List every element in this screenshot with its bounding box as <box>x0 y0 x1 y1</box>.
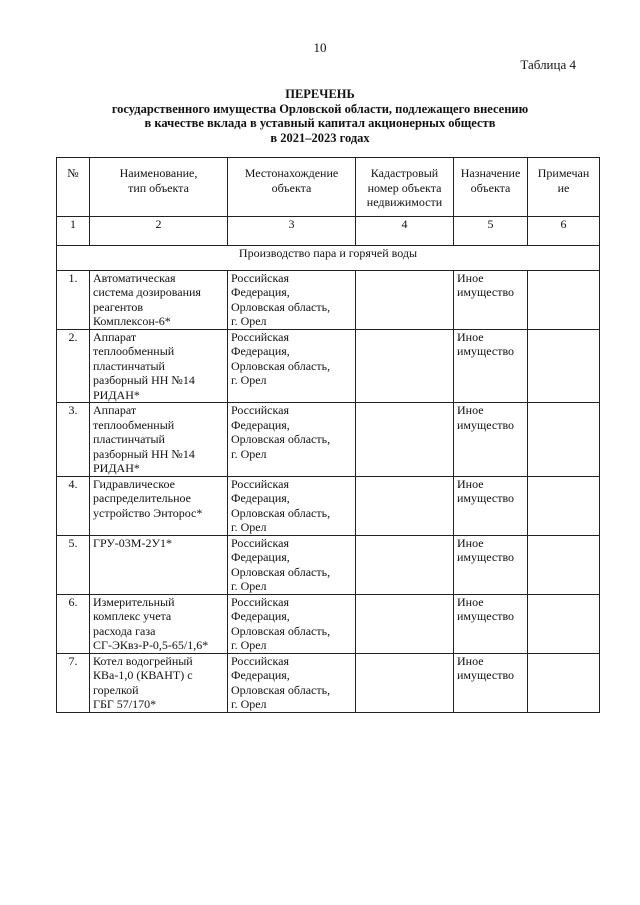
object-purpose <box>454 594 528 653</box>
column-index: 5 <box>454 216 528 245</box>
object-name-line: КВа-1,0 (КВАНТ) с <box>93 668 193 682</box>
table-row <box>57 653 600 712</box>
object-location-line: Российская <box>231 594 289 609</box>
object-location-line: г. Орел <box>231 446 267 461</box>
object-purpose-line: Иное <box>457 535 484 550</box>
row-number: 2. <box>57 329 90 403</box>
object-name <box>90 403 228 477</box>
object-location-line: Российская <box>231 535 289 550</box>
property-table <box>56 157 600 713</box>
object-purpose-line: Иное <box>457 270 484 285</box>
title-line-2: государственного имущества Орловской области, подлежащего внесению <box>111 101 529 116</box>
note <box>528 270 600 329</box>
object-name-line: пластинчатый <box>93 358 165 373</box>
object-location-line: Российская <box>231 270 289 285</box>
table-row <box>57 270 600 329</box>
object-location-line: Федерация, <box>231 285 290 299</box>
object-name-line: Автоматическая <box>93 270 176 285</box>
object-name-line: разборный НН №14 <box>93 446 195 461</box>
object-location-line: Российская <box>231 329 289 344</box>
object-name-line: Гидравлическое <box>93 476 175 491</box>
document-title <box>0 87 640 145</box>
object-location-line: г. Орел <box>231 373 267 387</box>
header-row <box>57 158 600 217</box>
object-name-line: горелкой <box>93 682 139 697</box>
object-location-line: Федерация, <box>231 609 290 623</box>
object-location <box>228 329 356 403</box>
column-index: 6 <box>528 216 600 245</box>
object-location-line: Орловская область, <box>231 505 331 520</box>
object-location-line: г. Орел <box>231 314 267 328</box>
column-index: 3 <box>228 216 356 245</box>
object-name-line: Измерительный <box>93 594 175 609</box>
object-purpose-line: Иное <box>457 594 484 609</box>
object-purpose-line: имущество <box>457 491 515 505</box>
object-name-line: ГБГ 57/170* <box>93 697 157 711</box>
object-purpose <box>454 535 528 594</box>
col-header-location: Местонахождение объекта <box>228 158 356 217</box>
object-name-line: пластинчатый <box>93 432 165 446</box>
title-line-4: в 2021–2023 годах <box>270 130 370 145</box>
object-location <box>228 535 356 594</box>
object-purpose <box>454 270 528 329</box>
object-purpose-line: Иное <box>457 476 484 491</box>
note <box>528 329 600 403</box>
table-row <box>57 535 600 594</box>
row-number: 5. <box>57 535 90 594</box>
title-line-3: в качестве вклада в уставный капитал акционерных обществ <box>144 116 496 130</box>
object-location-line: Орловская область, <box>231 682 331 697</box>
object-location <box>228 594 356 653</box>
table-label: Таблица 4 <box>520 57 576 72</box>
object-purpose <box>454 476 528 535</box>
column-index-row <box>57 216 600 245</box>
cadastral-number <box>356 270 454 329</box>
object-name-line: Комплексон-6* <box>93 314 171 328</box>
col-header-purpose: Назначение объекта <box>454 158 528 217</box>
table-row <box>57 403 600 477</box>
row-number: 1. <box>57 270 90 329</box>
object-location-line: Российская <box>231 653 289 668</box>
object-name-line: теплообменный <box>93 344 175 358</box>
column-index: 1 <box>57 216 90 245</box>
object-purpose-line: имущество <box>457 285 515 299</box>
col-header-name: Наименование, тип объекта <box>90 158 228 217</box>
object-location-line: Федерация, <box>231 491 290 505</box>
object-purpose-line: имущество <box>457 550 515 564</box>
object-location-line: г. Орел <box>231 638 267 652</box>
cadastral-number <box>356 403 454 477</box>
object-purpose <box>454 653 528 712</box>
object-location-line: Орловская область, <box>231 358 331 373</box>
object-name-line: СГ-ЭКвз-Р-0,5-65/1,6* <box>93 638 209 652</box>
cadastral-number <box>356 329 454 403</box>
object-purpose-line: имущество <box>457 344 515 358</box>
object-purpose-line: Иное <box>457 653 484 668</box>
object-location-line: Орловская область, <box>231 623 331 638</box>
object-location <box>228 653 356 712</box>
object-location-line: г. Орел <box>231 579 267 593</box>
table-row <box>57 329 600 403</box>
object-location-line: Федерация, <box>231 417 290 432</box>
object-name-line: расхода газа <box>93 623 156 638</box>
object-purpose-line: Иное <box>457 329 484 344</box>
object-name-line: разборный НН №14 <box>93 373 195 387</box>
cadastral-number <box>356 476 454 535</box>
col-header-note: Примечан ие <box>528 158 600 217</box>
object-name-line: система дозирования <box>93 285 201 299</box>
note <box>528 535 600 594</box>
section-row <box>57 245 600 270</box>
object-location-line: Российская <box>231 403 289 417</box>
row-number: 6. <box>57 594 90 653</box>
column-index: 4 <box>356 216 454 245</box>
object-name-line: Аппарат <box>93 403 137 417</box>
object-purpose-line: имущество <box>457 609 515 623</box>
object-location-line: Орловская область, <box>231 564 331 579</box>
object-name <box>90 653 228 712</box>
page-number: 10 <box>313 40 327 55</box>
cadastral-number <box>356 653 454 712</box>
table-row <box>57 594 600 653</box>
object-purpose <box>454 403 528 477</box>
object-location-line: г. Орел <box>231 520 267 534</box>
object-name <box>90 535 228 594</box>
col-header-number: № <box>57 158 90 217</box>
object-name-line: РИДАН* <box>93 461 140 475</box>
note <box>528 594 600 653</box>
object-location <box>228 270 356 329</box>
object-location-line: Орловская область, <box>231 432 331 446</box>
object-purpose-line: имущество <box>457 668 515 682</box>
object-name <box>90 270 228 329</box>
col-header-cadastral: Кадастровый номер объекта недвижимости <box>356 158 454 217</box>
object-name-line: ГРУ-03М-2У1* <box>93 535 172 550</box>
section-title: Производство пара и горячей воды <box>57 245 600 270</box>
row-number: 4. <box>57 476 90 535</box>
object-location <box>228 476 356 535</box>
title-line-1: ПЕРЕЧЕНЬ <box>285 87 355 101</box>
object-name <box>90 594 228 653</box>
object-name-line: распределительное <box>93 491 192 505</box>
object-purpose-line: Иное <box>457 403 484 417</box>
note <box>528 403 600 477</box>
table-row <box>57 476 600 535</box>
object-purpose <box>454 329 528 403</box>
object-name-line: теплообменный <box>93 417 175 432</box>
object-name-line: комплекс учета <box>93 609 172 623</box>
note <box>528 653 600 712</box>
object-purpose-line: имущество <box>457 417 515 432</box>
cadastral-number <box>356 535 454 594</box>
object-location-line: Российская <box>231 476 289 491</box>
object-name-line: устройство Энторос* <box>93 505 203 520</box>
object-name-line: реагентов <box>93 299 144 314</box>
row-number: 7. <box>57 653 90 712</box>
object-name <box>90 329 228 403</box>
object-name-line: Аппарат <box>93 329 137 344</box>
cadastral-number <box>356 594 454 653</box>
object-location-line: Федерация, <box>231 550 290 564</box>
column-index: 2 <box>90 216 228 245</box>
note <box>528 476 600 535</box>
object-location-line: Федерация, <box>231 668 290 682</box>
object-location-line: Орловская область, <box>231 299 331 314</box>
object-location <box>228 403 356 477</box>
object-name <box>90 476 228 535</box>
object-location-line: Федерация, <box>231 344 290 358</box>
object-name-line: РИДАН* <box>93 387 140 402</box>
row-number: 3. <box>57 403 90 477</box>
object-name-line: Котел водогрейный <box>93 653 193 668</box>
object-location-line: г. Орел <box>231 697 267 711</box>
